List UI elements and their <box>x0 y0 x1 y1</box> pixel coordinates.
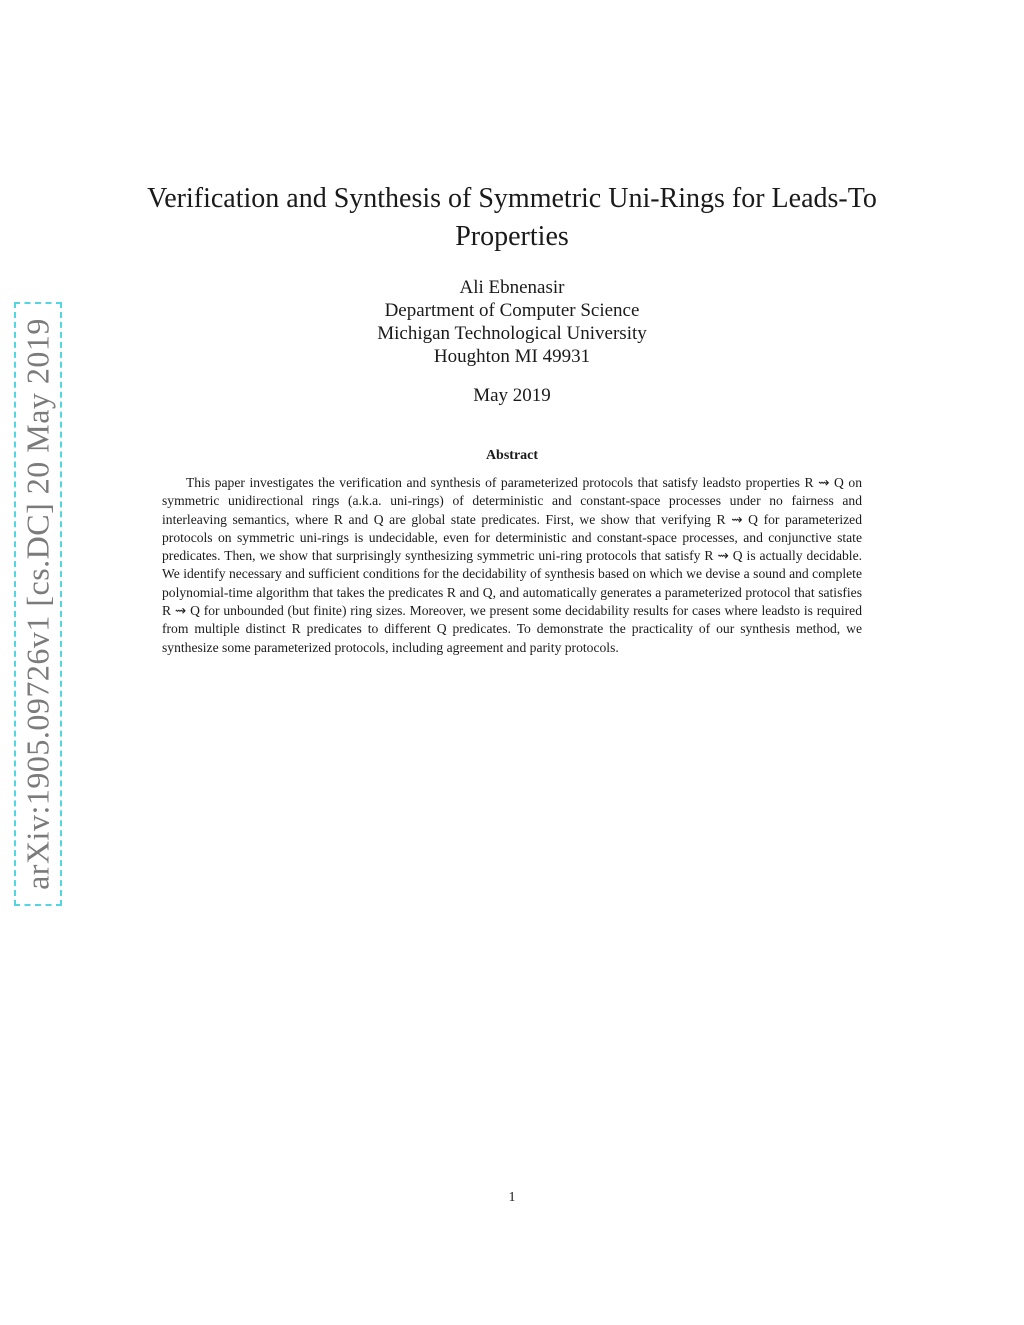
page-number: 1 <box>508 1190 516 1205</box>
abstract-text: This paper investigates the verification and synthesis of parameterized protocols that satisfy leadsto properties R ⇝ Q on symmetric unidirectional rings (a.k.a. uni-rings) of deterministic and constant-space processes under no fairness and interleaving semantics, where R and Q are global state predicates. First, we show that verifying R ⇝ Q for parameterized protocols on symmetric uni-rings is undecidable, even for deterministic and constant-space processes, and conjunctive state predicates. Then, we show that surprisingly synthesizing symmetric uni-ring protocols that satisfy R ⇝ Q is actually decidable. We identify necessary and sufficient conditions for the decidability of synthesis based on which we devise a sound and complete polynomial-time algorithm that takes the predicates R and Q, and automatically generates a parameterized protocol that satisfies R ⇝ Q for unbounded (but finite) ring sizes. Moreover, we present some decidability results for cases where leadsto is required from multiple distinct R predicates to different Q predicates. To demonstrate the practicality of our synthesis method, we synthesize some parameterized protocols, including agreement and parity protocols. <box>162 475 862 655</box>
author-name: Ali Ebnenasir <box>459 277 565 298</box>
author-block <box>262 276 762 368</box>
author-department: Department of Computer Science <box>384 300 640 321</box>
abstract-heading: Abstract <box>485 448 539 463</box>
arxiv-identifier: arXiv:1905.09726v1 [cs.DC] 20 May 2019 <box>19 318 56 890</box>
author-university: Michigan Technological University <box>377 323 647 344</box>
arxiv-stamp <box>14 302 62 906</box>
paper-date: May 2019 <box>473 385 551 406</box>
author-location: Houghton MI 49931 <box>433 346 591 367</box>
paper-title: Verification and Synthesis of Symmetric Uni-Rings for Leads-To Properties <box>147 183 877 252</box>
